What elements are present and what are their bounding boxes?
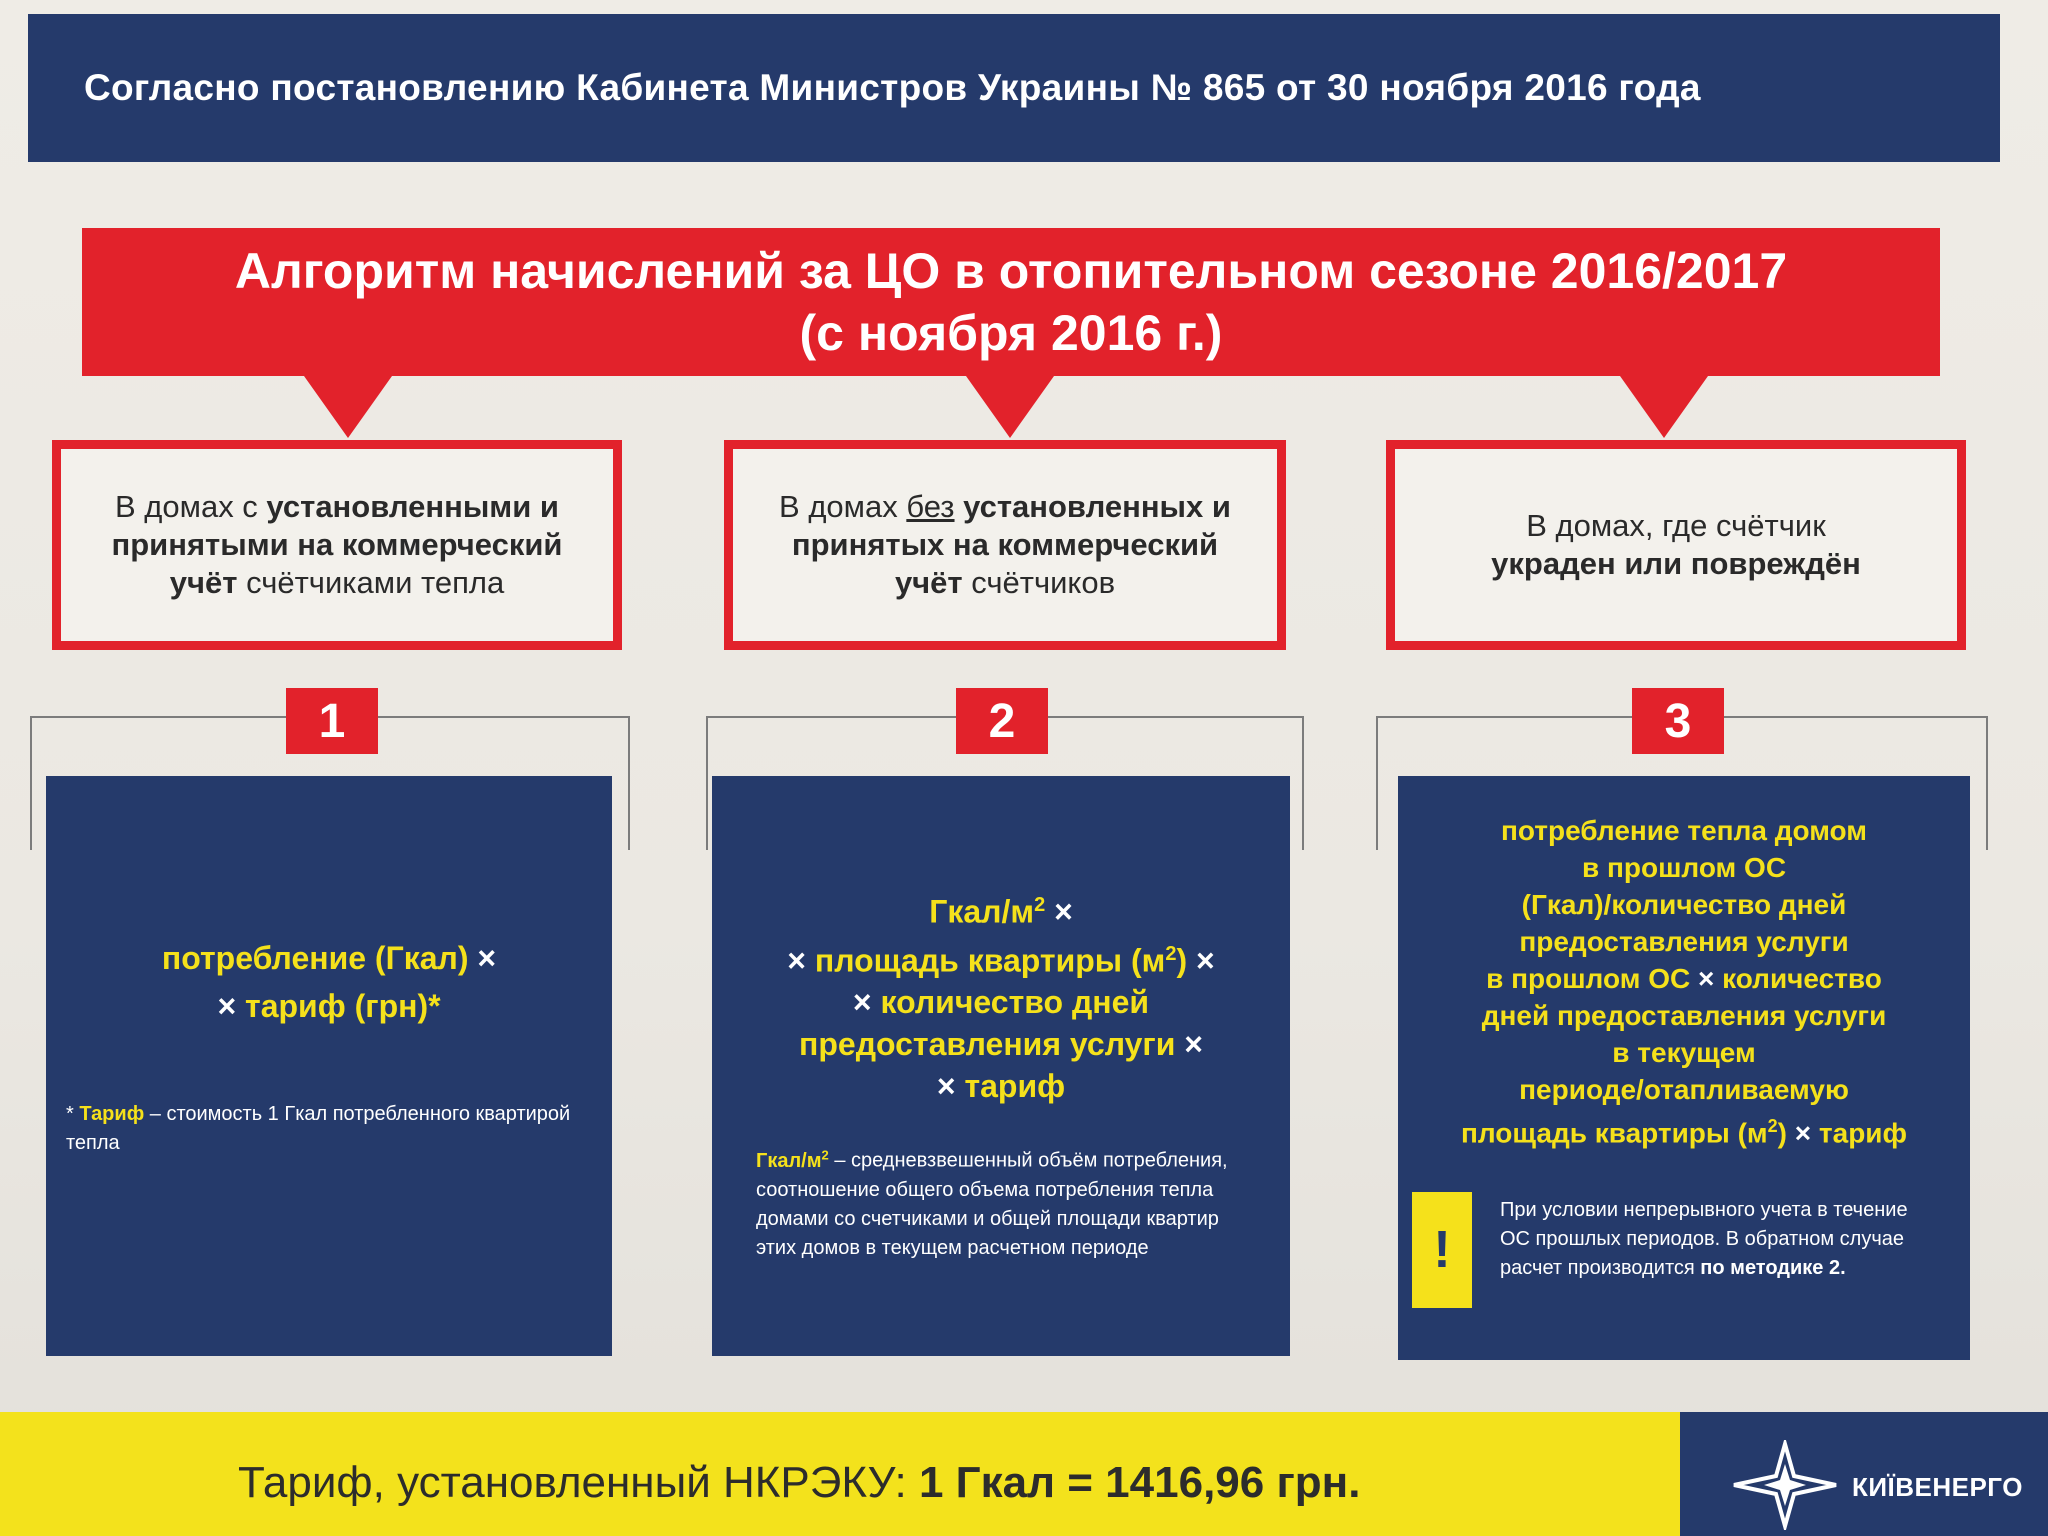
warning-icon: ! [1412,1192,1472,1308]
kyivenergo-logo-icon [1730,1440,1840,1530]
method-number-1: 1 [286,688,378,754]
footnote-1: * Тариф – стоимость 1 Гкал потребленного квартирой тепла [66,1103,571,1154]
method-box-1 [46,776,612,1356]
arrow-down-icon [1620,376,1708,438]
algorithm-title: Алгоритм начислений за ЦО в отопительном сезоне 2016/2017 [234,243,1788,299]
condition-box-2 [724,440,1286,650]
decree-banner [28,14,2000,162]
arrow-down-icon [966,376,1054,438]
condition-text-2: В домах без установленных и принятых на коммерческий учёт счётчиков [779,489,1231,600]
condition-box-1 [52,440,622,650]
decree-text: Согласно постановлению Кабинета Министров Украины № 865 от 30 ноября 2016 года [84,67,1701,108]
method-number-3: 3 [1632,688,1724,754]
condition-box-3 [1386,440,1966,650]
formula-3: потребление тепла домом в прошлом ОС (Гкал)/количество дней предоставления услуги в прошлом ОС × количество дней предоставления услуги в текущем периоде/отапливаемую площадь квартиры $(м^2)$ × тариф [1460,815,1908,1149]
method-number-2: 2 [956,688,1048,754]
condition-text-1: В домах с установленными и принятыми на коммерческий учёт счётчиками тепла [111,489,563,600]
logo-text: КИЇВЕНЕРГО [1852,1472,2023,1502]
algorithm-subtitle: (с ноября 2016 г.) [799,305,1223,361]
warning-note: При условии непрерывного учета в течение ОС прошлых периодов. В обратном случае расчет производится по методике 2. [1500,1199,1908,1279]
formula-2: Гкал/$м^2$ × × площадь квартиры $(м^2)$ × × количество дней предоставления услуги × × тариф [787,893,1215,1105]
formula-1: потребление (Гкал) × × тариф (грн)* [161,940,497,1024]
tariff-text: Тариф, установленный НКРЭКУ: 1 Гкал = 1416,96 грн. [238,1458,1361,1507]
condition-text-3: В домах, где счётчик украден или повреждён [1491,508,1861,581]
arrow-down-icon [304,376,392,438]
footnote-2: Гкал/$м^2$ – средневзвешенный объём потребления, соотношение общего объема потребления тепла домами со счетчиками и общей площади квартир этих домов в текущем расчетном периоде [756,1147,1228,1259]
algorithm-title-banner [82,228,1940,376]
